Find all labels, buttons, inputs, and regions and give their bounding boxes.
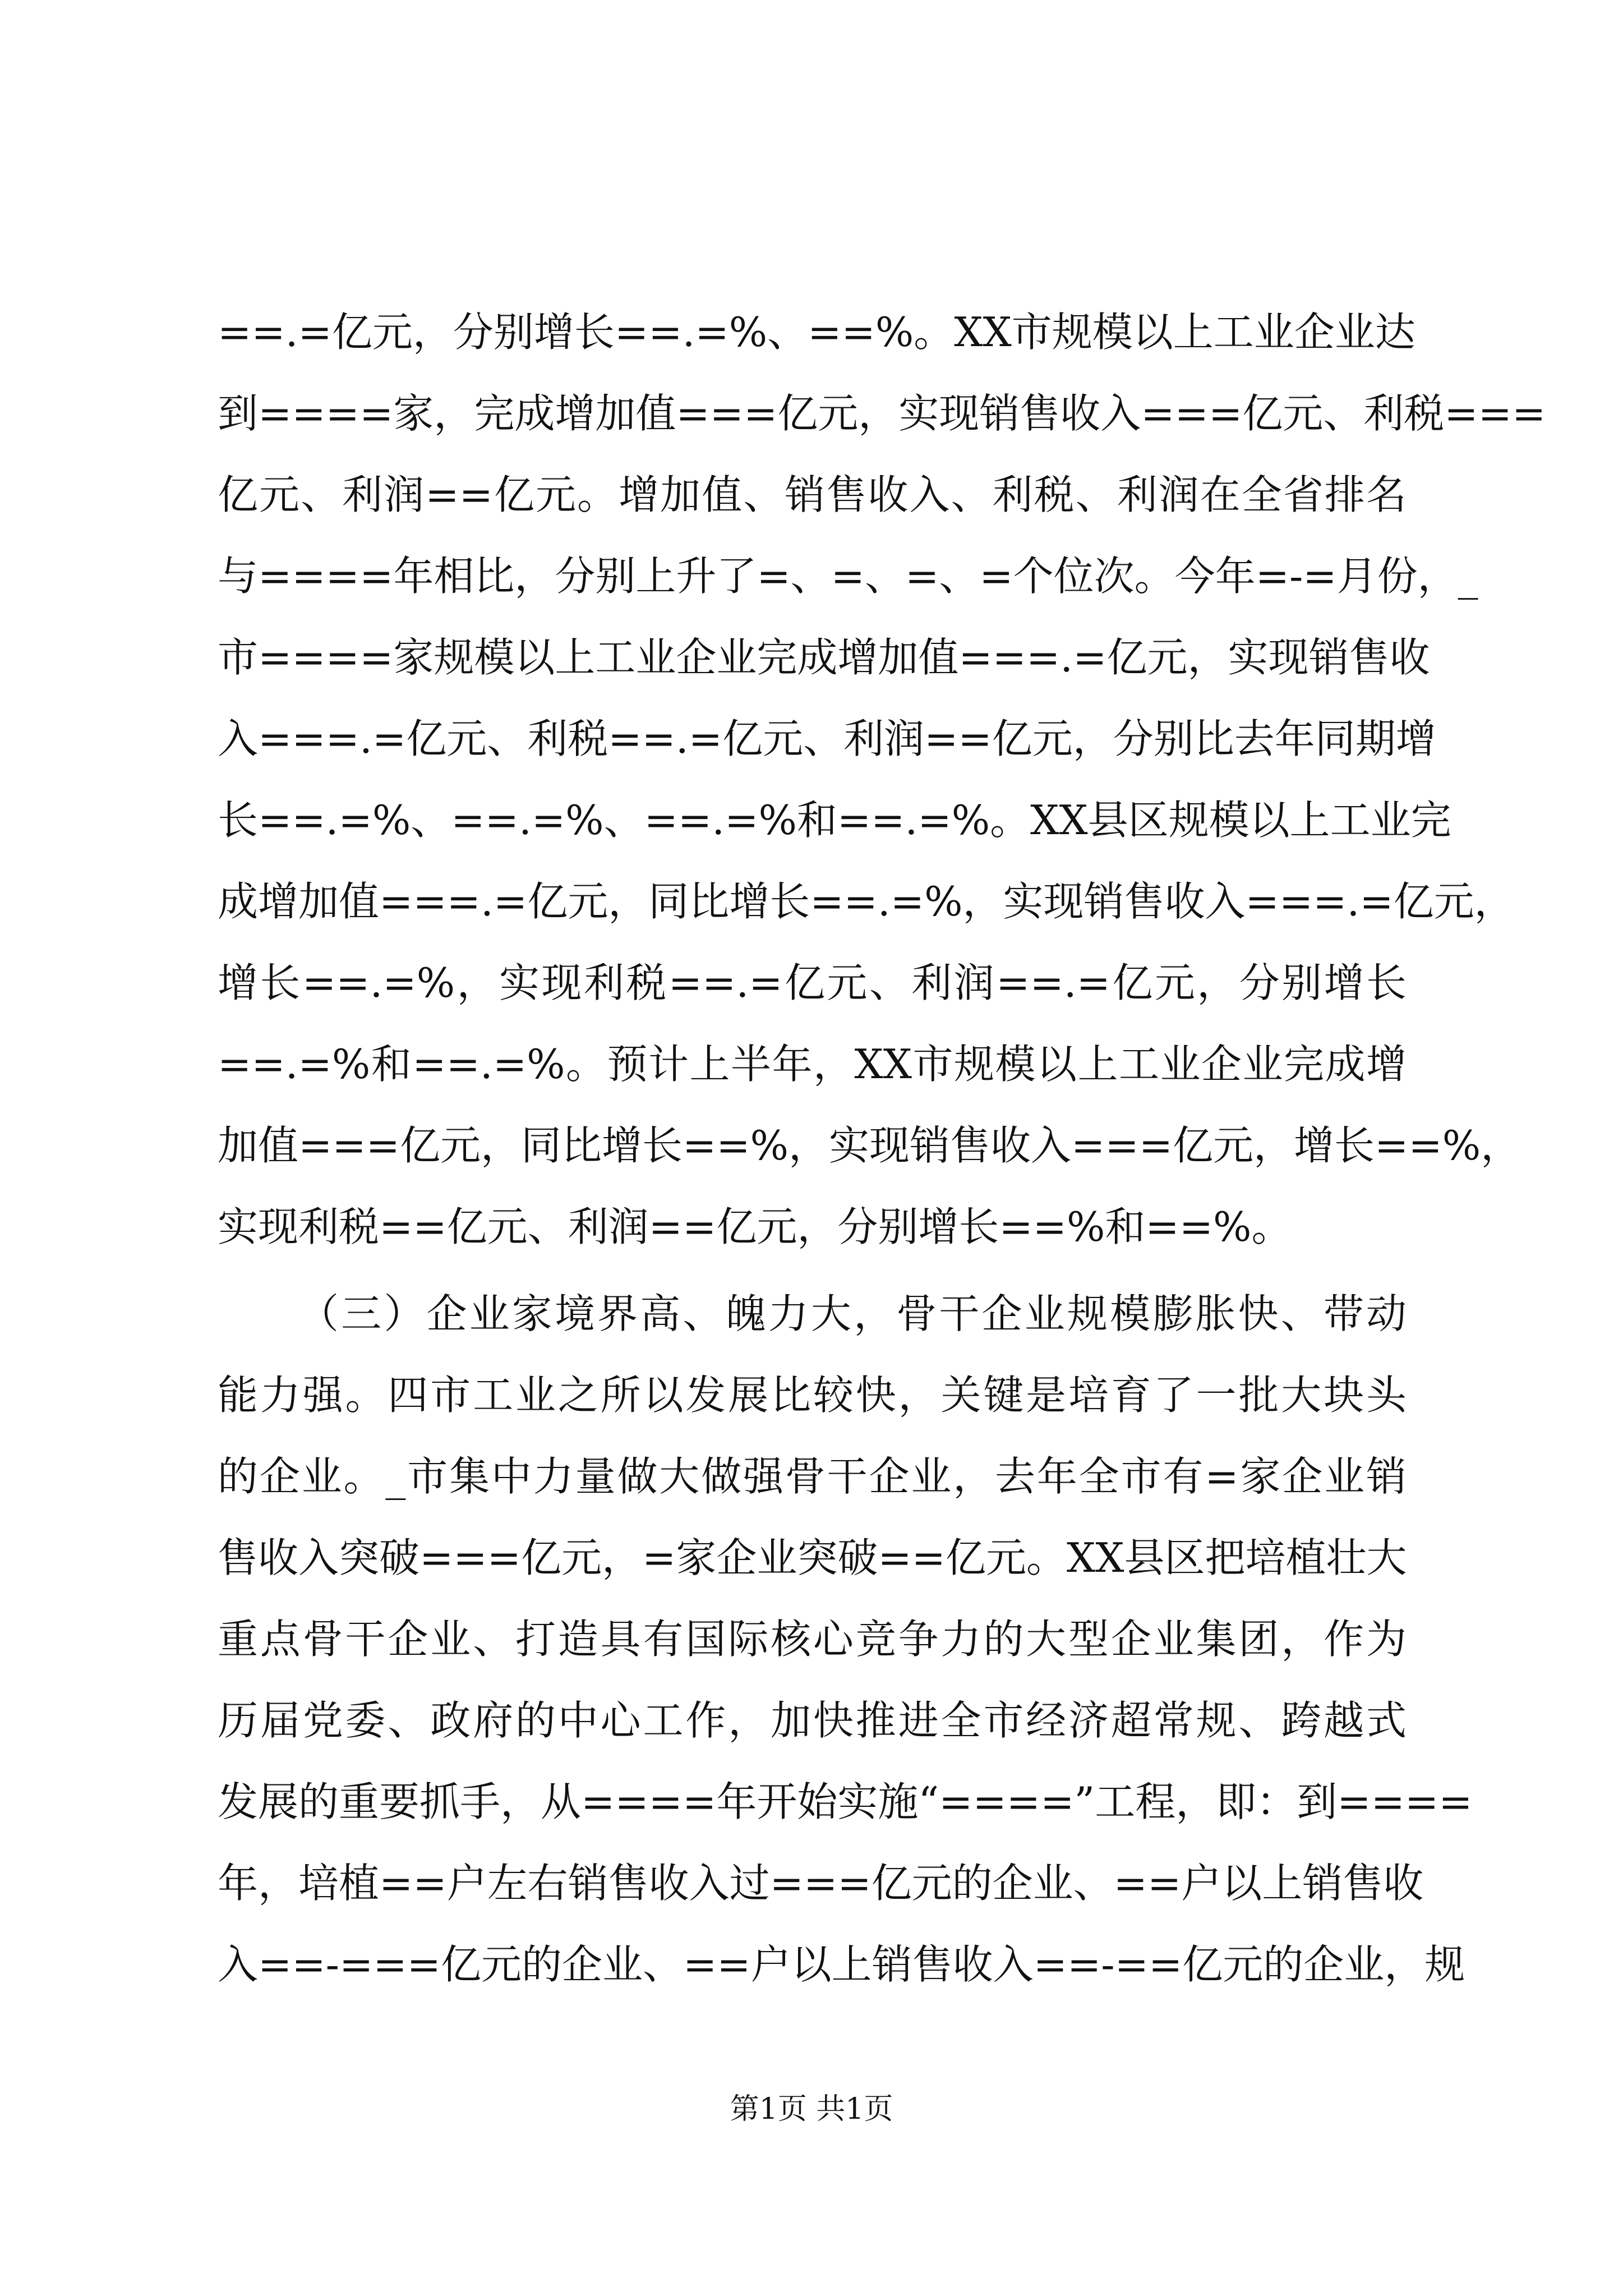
text-line: 增长==.=%，实现利税==.=亿元、利润==.=亿元，分别增长	[218, 959, 1407, 1006]
text-line: 发展的重要抓手，从====年开始实施“====”工程，即：到====	[218, 1778, 1473, 1825]
document-body	[218, 292, 1546, 2005]
text-line: 与====年相比，分别上升了=、=、=、=个位次。今年=-=月份，_	[218, 553, 1478, 600]
text-line: 长==.=%、==.=%、==.=%和==.=%。XX县区规模以上工业完	[218, 797, 1451, 844]
page-footer	[0, 2090, 1623, 2129]
text-line: 重点骨干企业、打造具有国际核心竞争力的大型企业集团，作为	[218, 1616, 1407, 1663]
paragraph-1	[218, 292, 1546, 1268]
text-line: 年，培植==户左右销售收入过===亿元的企业、==户以上销售收	[218, 1860, 1424, 1907]
text-line: 亿元、利润==亿元。增加值、销售收入、利税、利润在全省排名	[218, 471, 1407, 518]
text-line: 实现利税==亿元、利润==亿元，分别增长==%和==%。	[218, 1203, 1292, 1250]
text-line: 能力强。四市工业之所以发展比较快，关键是培育了一批大块头	[218, 1372, 1407, 1419]
paragraph-spacer	[218, 1268, 1407, 1273]
text-line: ==.=亿元，分别增长==.=%、==%。XX市规模以上工业企业达	[218, 309, 1415, 356]
text-line: 市====家规模以上工业企业完成增加值===.=亿元，实现销售收	[218, 634, 1430, 681]
text-line: 加值===亿元，同比增长==%，实现销售收入===亿元，增长==%，	[218, 1122, 1521, 1169]
text-line: ==.=%和==.=%。预计上半年，XX市规模以上工业企业完成增	[218, 1041, 1407, 1088]
text-line: （三）企业家境界高、魄力大，骨干企业规模膨胀快、带动	[298, 1290, 1407, 1337]
text-line: 历届党委、政府的中心工作，加快推进全市经济超常规、跨越式	[218, 1697, 1407, 1744]
text-line: 成增加值===.=亿元，同比增长==.=%，实现销售收入===.=亿元，	[218, 878, 1515, 925]
paragraph-2	[218, 1273, 1473, 2005]
text-line: 入==-===亿元的企业、==户以上销售收入==-==亿元的企业，规	[218, 1941, 1465, 1988]
text-line: 售收入突破===亿元，=家企业突破==亿元。XX县区把培植壮大	[218, 1534, 1407, 1581]
text-line: 的企业。_市集中力量做大做强骨干企业，去年全市有=家企业销	[218, 1453, 1407, 1500]
page-number-label: 第1页 共1页	[730, 2092, 893, 2126]
text-line: 到====家，完成增加值===亿元，实现销售收入===亿元、利税===	[218, 390, 1546, 437]
text-line: 入===.=亿元、利税==.=亿元、利润==亿元，分别比去年同期增	[218, 715, 1436, 762]
